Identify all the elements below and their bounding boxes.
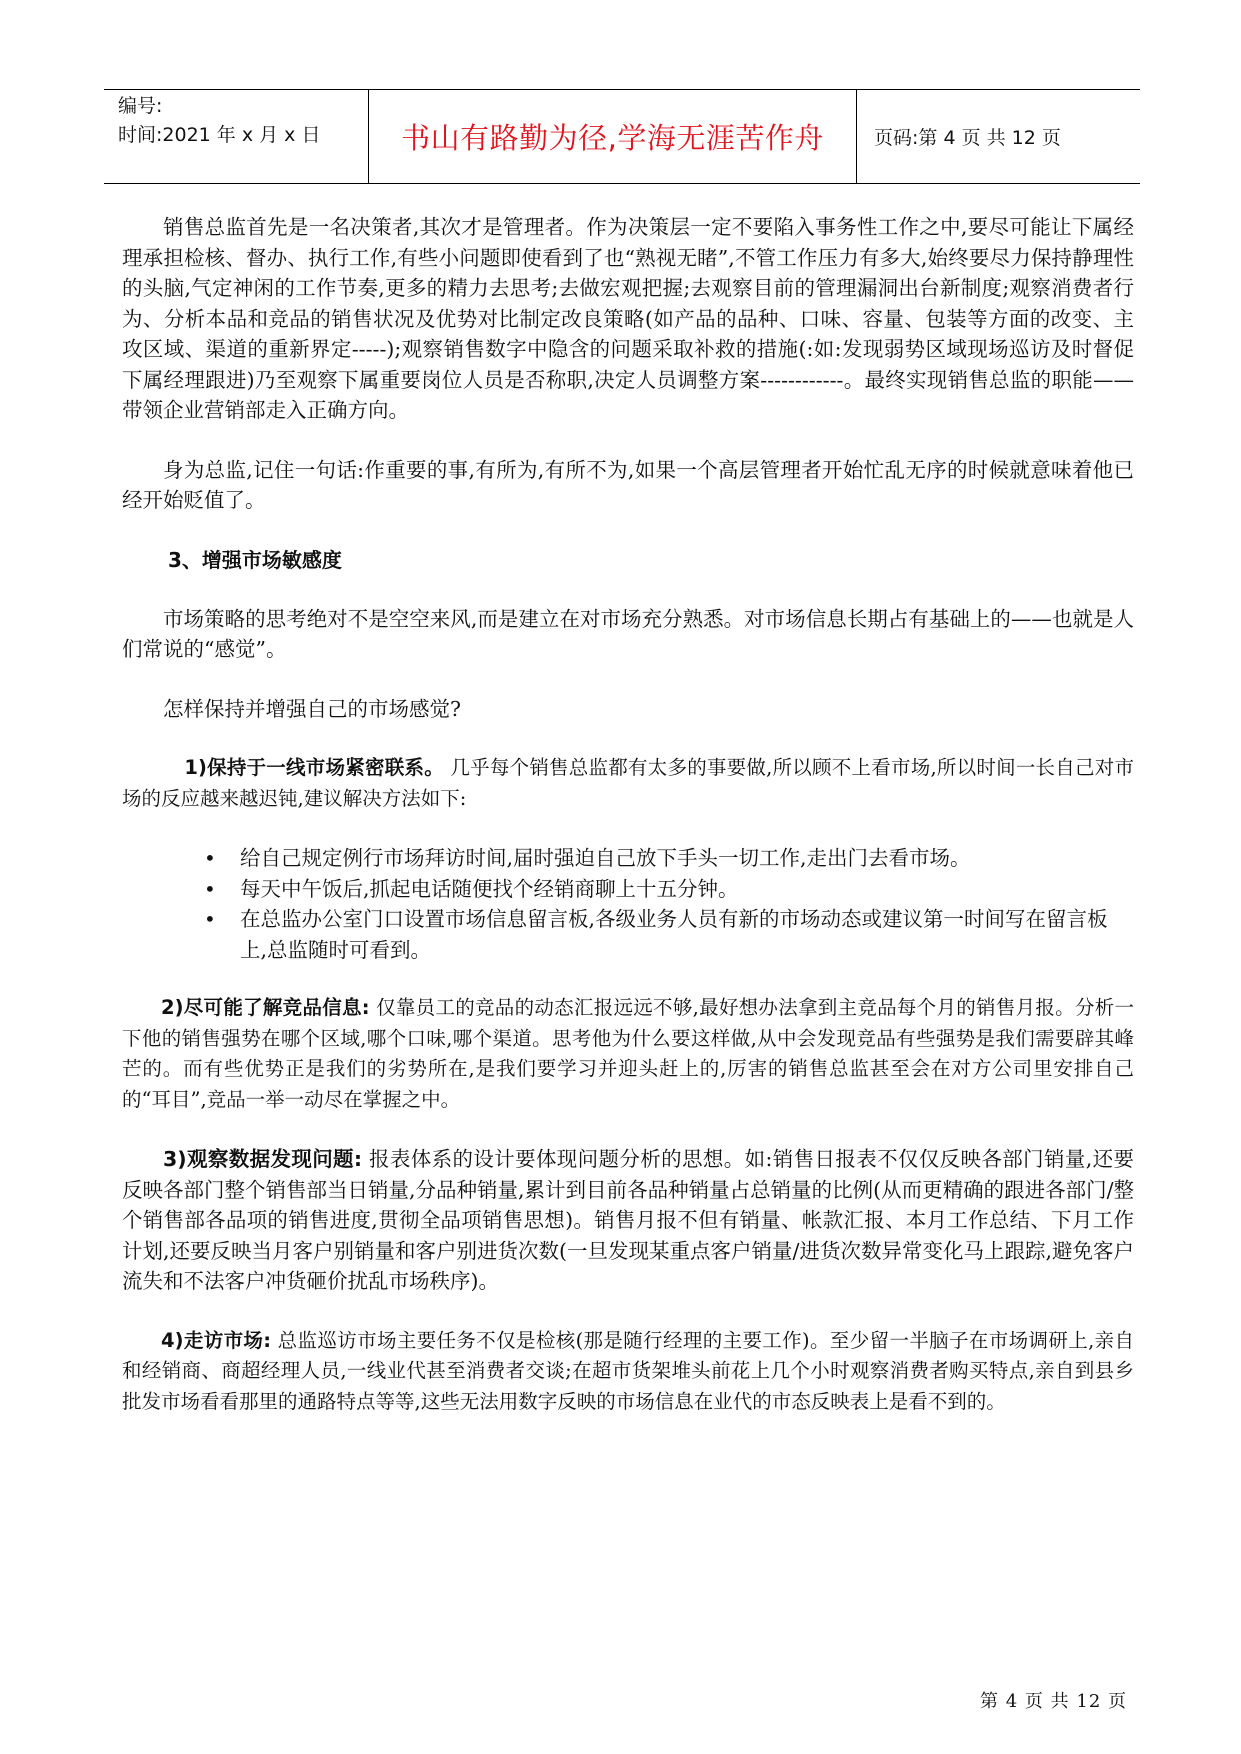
list-item-text: 给自己规定例行市场拜访时间,届时强迫自己放下手头一切工作,走出门去看市场。 [240,846,971,870]
header-motto: 书山有路勤为径,学海无涯苦作舟 [401,121,824,155]
paragraph: 怎样保持并增强自己的市场感觉? [163,696,461,721]
subsection-label: 4)走访市场: [161,1328,272,1352]
list-item [122,874,1134,905]
paragraph: 身为总监,记住一句话:作重要的事,有所为,有所不为,如果一个高层管理者开始忙乱无序的时候就意味着他已经开始贬值了。 [122,457,1134,512]
subsection [122,993,1134,1115]
bullet-icon: • [204,907,216,931]
page-header [104,89,1140,184]
bullet-icon: • [204,876,216,901]
paragraph: 市场策略的思考绝对不是空空来风,而是建立在对市场充分熟悉。对市场信息长期占有基础上的——也就是人们常说的“感觉”。 [122,606,1134,661]
list-item-text: 每天中午饭后,抓起电话随便找个经销商聊上十五分钟。 [240,876,739,901]
subsection-text: 报表体系的设计要体现问题分析的思想。如:销售日报表不仅仅反映各部门销量,还要反映各部门整个销售部当日销量,分品种销量,累计到目前各品种销量占总销量的比例(从而更精确的跟进各部门/整个销售部各品项的销售进度,贯彻全品项销售思想)。销售月报不但有销量、帐款汇报、本月工作总结、下月工作计划,还要反映当月客户别销量和客户别进货次数(一旦发现某重点客户销量/进货次数异常变化马上跟踪,避免客户流失和不法客户冲货砸价扰乱市场秩序)。 [122,1147,1134,1293]
section-heading: 3、增强市场敏感度 [168,547,342,572]
bullet-list [122,843,1134,965]
subsection [122,1326,1134,1418]
header-page-info: 页码:第 4 页 共 12 页 [874,127,1061,149]
document-body [122,212,1134,1446]
subsection-label: 3)观察数据发现问题: [163,1147,363,1171]
subsection-text: 仅靠员工的竞品的动态汇报远远不够,最好想办法拿到主竞品每个月的销售月报。分析一下他的销售强势在哪个区域,哪个口味,哪个渠道。思考他为什么要这样做,从中会发现竞品有些强势是我们需要辟其峰芒的。而有些优势正是我们的劣势所在,是我们要学习并迎头赶上的,厉害的销售总监甚至会在对方公司里安排自己的“耳目”,竞品一举一动尽在掌握之中。 [122,996,1135,1111]
time-label: 时间:2021 年 x 月 x 日 [118,124,321,146]
subsection-label: 1)保持于一线市场紧密联系。 [184,756,444,779]
list-item [122,843,1134,874]
header-divider [856,90,857,183]
subsection-text: 几乎每个销售总监都有太多的事要做,所以顾不上看市场,所以时间一长自己对市场的反应越来越迟钝,建议解决方法如下: [122,756,1134,810]
page-footer: 第 4 页 共 12 页 [980,1691,1127,1712]
bullet-icon: • [204,846,216,870]
subsection-label: 2)尽可能了解竞品信息: [161,996,370,1019]
list-item [122,904,1134,965]
subsection [122,753,1134,814]
list-item-text: 在总监办公室门口设置市场信息留言板,各级业务人员有新的市场动态或建议第一时间写在留言板上,总监随时可看到。 [240,907,1108,962]
subsection [122,1144,1134,1297]
header-meta [118,92,368,150]
subsection-text: 总监巡访市场主要任务不仅是检核(那是随行经理的主要工作)。至少留一半脑子在市场调研上,亲自和经销商、商超经理人员,一线业代甚至消费者交谈;在超市货架堆头前花上几个小时观察消费者购买特点,亲自到县乡批发市场看看那里的通路特点等等,这些无法用数字反映的市场信息在业代的市态反映表上是看不到的。 [122,1328,1134,1413]
paragraph: 销售总监首先是一名决策者,其次才是管理者。作为决策层一定不要陷入事务性工作之中,要尽可能让下属经理承担检核、督办、执行工作,有些小问题即使看到了也“熟视无睹”,不管工作压力有多大,始终要尽力保持静理性的头脑,气定神闲的工作节奏,更多的精力去思考;去做宏观把握;去观察目前的管理漏洞出台新制度;观察消费者行为、分析本品和竞品的销售状况及优势对比制定改良策略(如产品的品种、口味、容量、包装等方面的改变、主攻区域、渠道的重新界定-----);观察销售数字中隐含的问题采取补救的措施(:如:发现弱势区域现场巡访及时督促下属经理跟进)乃至观察下属重要岗位人员是否称职,决定人员调整方案------------。最终实现销售总监的职能——带领企业营销部走入正确方向。 [122,215,1134,422]
number-label: 编号: [118,95,163,117]
